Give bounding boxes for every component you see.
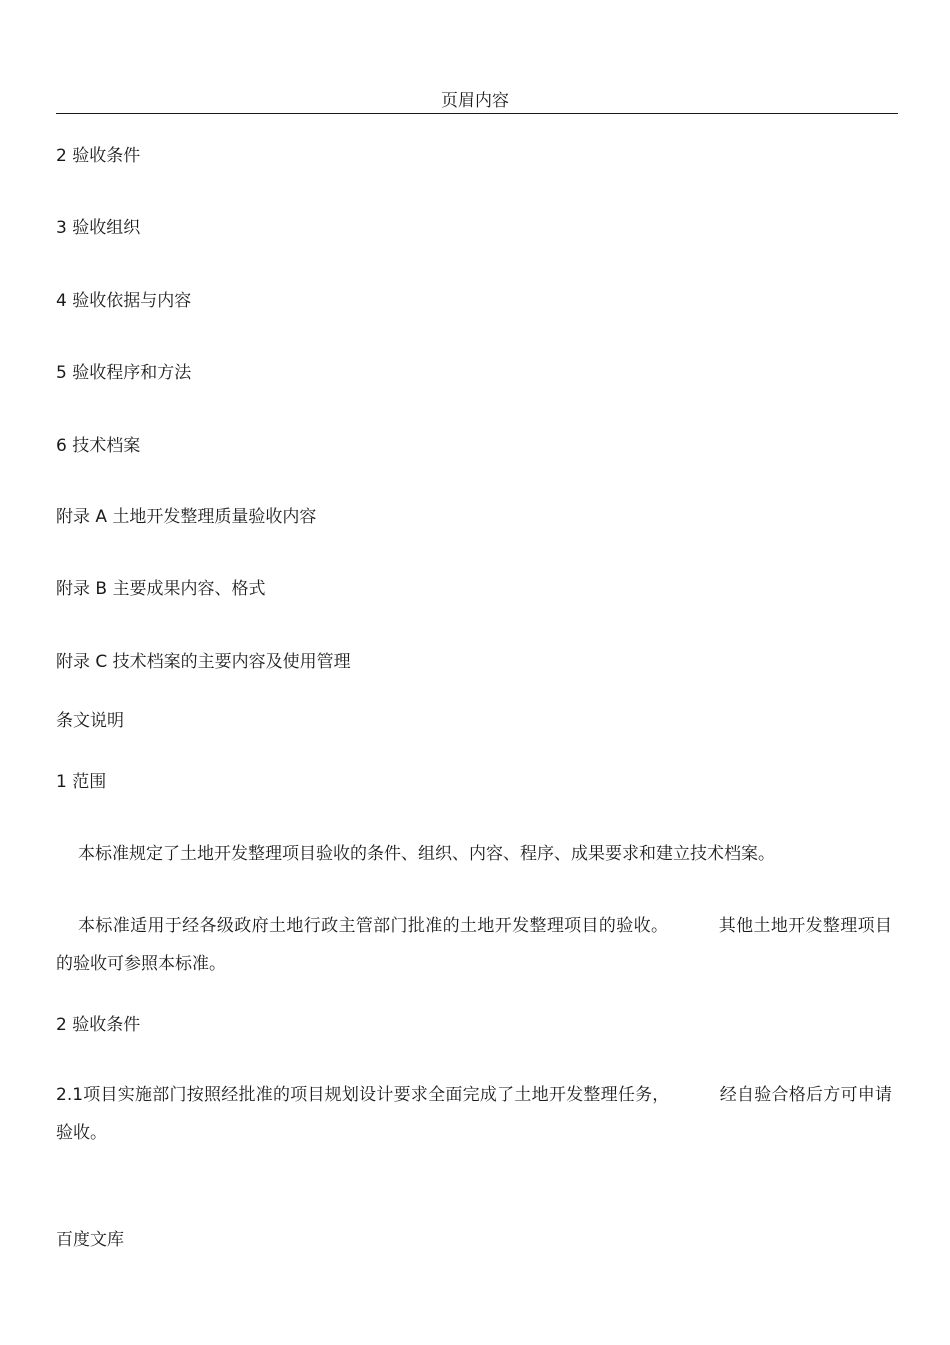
page-header: 页眉内容 <box>441 91 509 111</box>
section-1-paragraph-2-part-b: 其他土地开发整理项目的验收可参照本标准。 <box>56 916 893 974</box>
section-2-1-paragraph <box>56 1076 892 1152</box>
toc-appendix-c: 附录 C 技术档案的主要内容及使用管理 <box>56 652 351 672</box>
toc-item-2: 2 验收条件 <box>56 146 141 166</box>
header-divider <box>56 113 898 114</box>
toc-appendix-b: 附录 B 主要成果内容、格式 <box>56 579 266 599</box>
section-1-title: 1 范围 <box>56 772 107 792</box>
section-2-1-part-b: 经自验合格后方可申请验收。 <box>56 1085 892 1143</box>
section-1-paragraph-2 <box>56 907 892 983</box>
section-2-1-part-a: 2.1项目实施部门按照经批准的项目规划设计要求全面完成了土地开发整理任务， <box>56 1085 670 1105</box>
explanation-title: 条文说明 <box>56 711 124 731</box>
section-1-paragraph-1: 本标准规定了土地开发整理项目验收的条件、组织、内容、程序、成果要求和建立技术档案。 <box>78 844 775 864</box>
toc-item-4: 4 验收依据与内容 <box>56 291 192 311</box>
toc-item-5: 5 验收程序和方法 <box>56 363 192 383</box>
section-2-title: 2 验收条件 <box>56 1015 141 1035</box>
toc-appendix-a: 附录 A 土地开发整理质量验收内容 <box>56 507 317 527</box>
toc-item-6: 6 技术档案 <box>56 436 141 456</box>
page-footer: 百度文库 <box>56 1230 124 1250</box>
toc-item-3: 3 验收组织 <box>56 218 141 238</box>
section-1-paragraph-2-part-a: 本标准适用于经各级政府土地行政主管部门批准的土地开发整理项目的验收。 <box>78 916 669 936</box>
